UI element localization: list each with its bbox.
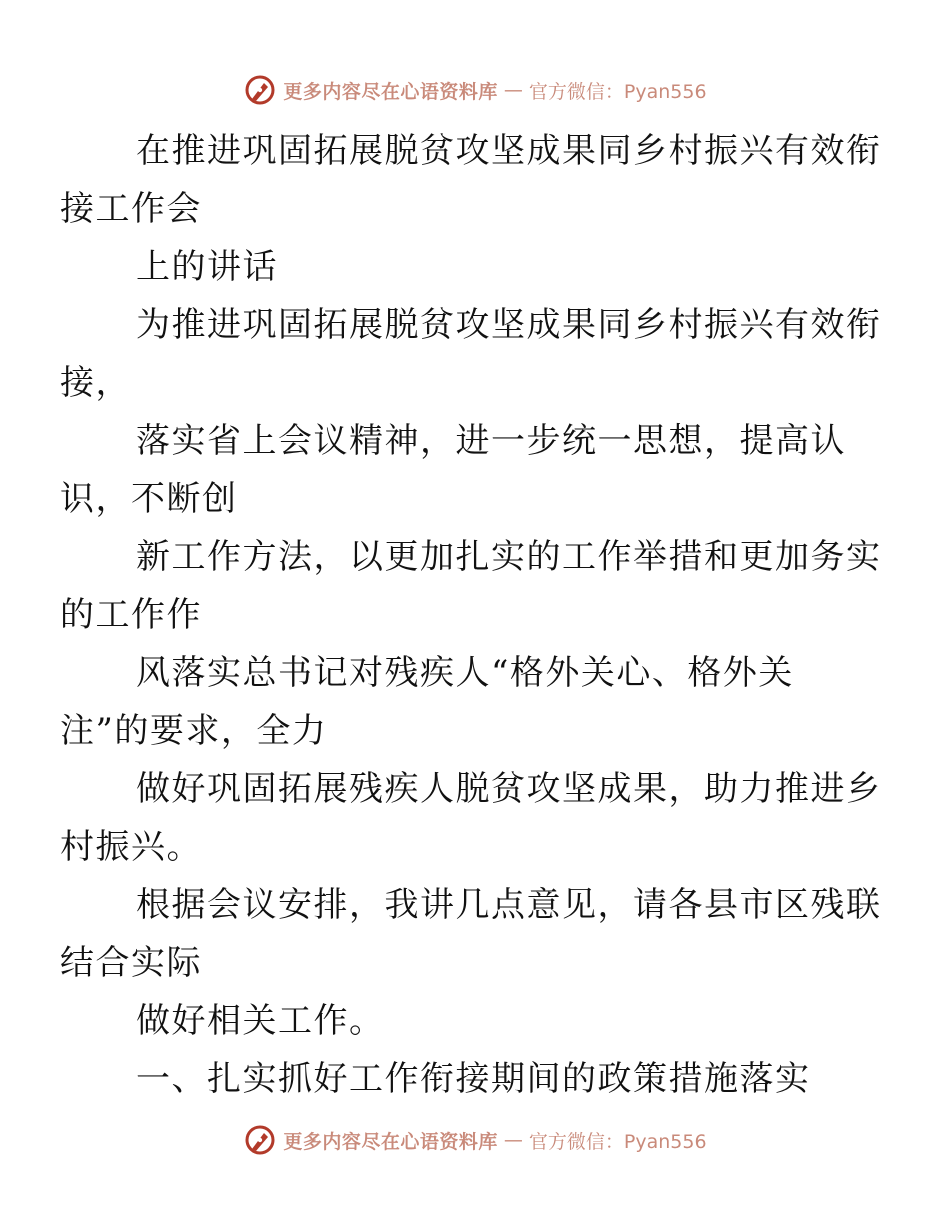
document-body bbox=[60, 122, 898, 1108]
watermark-separator: — bbox=[503, 1129, 523, 1151]
paragraph-line: 结合实际 bbox=[60, 943, 202, 983]
pen-nib-circle-icon bbox=[243, 73, 277, 107]
paragraph-line: 根据会议安排，我讲几点意见，请各县市区残联 bbox=[136, 885, 882, 925]
pen-nib-circle-icon bbox=[243, 1123, 277, 1157]
header-watermark bbox=[0, 70, 950, 110]
paragraph-line: 一、扎实抓好工作衔接期间的政策措施落实 bbox=[136, 1059, 811, 1099]
paragraph-line: 村振兴。 bbox=[60, 827, 202, 867]
paragraph bbox=[98, 238, 898, 296]
watermark-separator: — bbox=[503, 79, 523, 101]
paragraph-line: 落实省上会议精神，进一步统一思想，提高认 bbox=[136, 421, 846, 461]
paragraph bbox=[60, 876, 898, 992]
paragraph-line: 注”的要求，全力 bbox=[60, 711, 328, 751]
paragraph-line: 识，不断创 bbox=[60, 479, 238, 519]
watermark-contact: 官方微信：Pyan556 bbox=[528, 80, 707, 103]
paragraph-line: 新工作方法，以更加扎实的工作举措和更加务实 bbox=[136, 537, 882, 577]
paragraph bbox=[98, 992, 898, 1050]
paragraph bbox=[60, 122, 898, 238]
watermark-brand: 更多内容尽在心语资料库 bbox=[283, 1130, 498, 1153]
paragraph bbox=[60, 760, 898, 876]
paragraph bbox=[60, 412, 898, 528]
paragraph bbox=[60, 296, 898, 412]
footer-watermark bbox=[0, 1120, 950, 1160]
paragraph-line: 上的讲话 bbox=[136, 247, 278, 287]
paragraph bbox=[60, 528, 898, 644]
paragraph bbox=[60, 644, 898, 760]
watermark-brand: 更多内容尽在心语资料库 bbox=[283, 80, 498, 103]
watermark-contact: 官方微信：Pyan556 bbox=[528, 1130, 707, 1153]
paragraph-line: 做好巩固拓展残疾人脱贫攻坚成果，助力推进乡 bbox=[136, 769, 882, 809]
paragraph-line: 接工作会 bbox=[60, 189, 202, 229]
paragraph-line: 接， bbox=[60, 363, 131, 403]
paragraph-line: 风落实总书记对残疾人“格外关心、格外关 bbox=[136, 653, 794, 693]
paragraph-line: 为推进巩固拓展脱贫攻坚成果同乡村振兴有效衔 bbox=[136, 305, 882, 345]
section-heading bbox=[98, 1050, 898, 1108]
paragraph-line: 的工作作 bbox=[60, 595, 202, 635]
paragraph-line: 做好相关工作。 bbox=[136, 1001, 385, 1041]
paragraph-line: 在推进巩固拓展脱贫攻坚成果同乡村振兴有效衔 bbox=[136, 131, 882, 171]
